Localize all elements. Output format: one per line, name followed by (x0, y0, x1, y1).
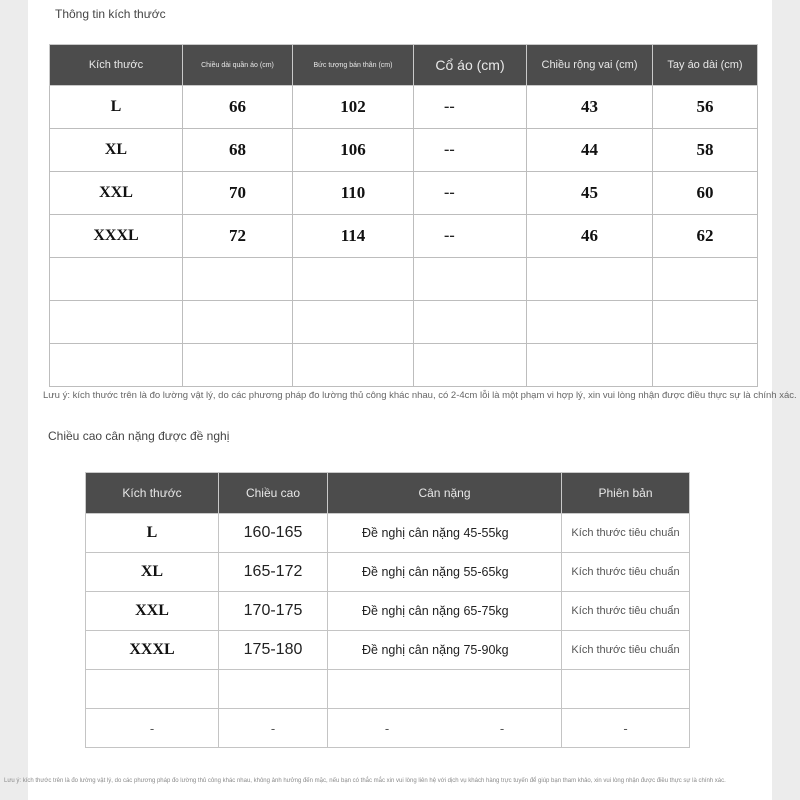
size-cell: XXXL (86, 631, 219, 670)
empty-cell (293, 258, 414, 301)
bust-cell: 114 (293, 215, 414, 258)
table-row (86, 514, 690, 553)
collar-cell: -- (414, 86, 527, 129)
empty-cell (293, 301, 414, 344)
size-info-title: Thông tin kích thước (55, 7, 166, 21)
length-cell: 68 (183, 129, 293, 172)
header-sleeve: Tay áo dài (cm) (653, 45, 758, 86)
recommend-table (85, 472, 690, 748)
size-cell: XXL (50, 172, 183, 215)
table-row (50, 215, 758, 258)
version-cell: Kích thước tiêu chuẩn (562, 514, 690, 553)
footer-note: Lưu ý: kích thước trên là đo lường vật lý, do các phương pháp đo lường thủ công khác nhau, không ảnh hưởng đến mặc, nếu bạn có thắc mắc xin vui lòng liên hệ với dịch vụ khách hàng trực tuyến để giúp bạn tham khảo, xin vui lòng nhận được điều thực sự là chính xác. (4, 778, 726, 784)
weight-cell: Đề nghị cân nặng 75-90kg (328, 631, 562, 670)
empty-cell (328, 670, 562, 709)
shoulder-cell: 44 (527, 129, 653, 172)
header-version: Phiên bản (562, 473, 690, 514)
empty-cell (86, 670, 219, 709)
size-cell: XL (86, 553, 219, 592)
empty-cell (562, 670, 690, 709)
empty-cell (414, 301, 527, 344)
table-row (50, 129, 758, 172)
collar-cell: -- (414, 215, 527, 258)
empty-cell (50, 344, 183, 387)
header-weight: Cân nặng (328, 473, 562, 514)
header-shoulder: Chiều rộng vai (cm) (527, 45, 653, 86)
empty-cell (183, 301, 293, 344)
version-cell: Kích thước tiêu chuẩn (562, 553, 690, 592)
dash-cell: - (219, 709, 328, 748)
dash-cell: - (499, 720, 505, 736)
empty-cell (50, 258, 183, 301)
header-size: Kích thước (50, 45, 183, 86)
empty-cell (527, 344, 653, 387)
empty-cell (293, 344, 414, 387)
measurement-note: Lưu ý: kích thước trên là đo lường vật lý, do các phương pháp đo lường thủ công khác nhau, có 2-4cm lỗi là một phạm vi hợp lý, xin vui lòng nhận được điều thực sự là chính xác. (43, 390, 797, 401)
empty-cell (183, 258, 293, 301)
bust-cell: 106 (293, 129, 414, 172)
height-cell: 175-180 (219, 631, 328, 670)
sleeve-cell: 56 (653, 86, 758, 129)
dash-cell: - (384, 720, 390, 736)
empty-cell (183, 344, 293, 387)
length-cell: 70 (183, 172, 293, 215)
bust-cell: 110 (293, 172, 414, 215)
empty-cell (527, 258, 653, 301)
header-collar: Cổ áo (cm) (414, 45, 527, 86)
empty-row (50, 344, 758, 387)
version-cell: Kích thước tiêu chuẩn (562, 592, 690, 631)
size-cell: L (50, 86, 183, 129)
table-row (86, 631, 690, 670)
size-table (49, 44, 758, 387)
table-row (86, 553, 690, 592)
collar-cell: -- (414, 172, 527, 215)
dash-cell: - (86, 709, 219, 748)
shoulder-cell: 45 (527, 172, 653, 215)
empty-cell (653, 258, 758, 301)
length-cell: 72 (183, 215, 293, 258)
empty-cell (653, 344, 758, 387)
sleeve-cell: 62 (653, 215, 758, 258)
empty-cell (653, 301, 758, 344)
bust-cell: 102 (293, 86, 414, 129)
table-row (86, 592, 690, 631)
table-row (50, 172, 758, 215)
dash-cell: - (562, 709, 690, 748)
height-cell: 165-172 (219, 553, 328, 592)
size-table-header (50, 45, 758, 86)
dash-cell-pair (328, 709, 562, 748)
height-cell: 160-165 (219, 514, 328, 553)
header-length: Chiều dài quần áo (cm) (183, 45, 293, 86)
recommend-title: Chiều cao cân nặng được đề nghị (48, 429, 230, 443)
size-cell: L (86, 514, 219, 553)
empty-cell (527, 301, 653, 344)
empty-row (50, 258, 758, 301)
size-cell: XL (50, 129, 183, 172)
header-bust: Bức tượng bán thân (cm) (293, 45, 414, 86)
height-cell: 170-175 (219, 592, 328, 631)
header-height: Chiều cao (219, 473, 328, 514)
table-row (50, 86, 758, 129)
collar-cell: -- (414, 129, 527, 172)
empty-cell (219, 670, 328, 709)
size-cell: XXL (86, 592, 219, 631)
sleeve-cell: 60 (653, 172, 758, 215)
weight-cell: Đề nghị cân nặng 55-65kg (328, 553, 562, 592)
shoulder-cell: 43 (527, 86, 653, 129)
weight-cell: Đề nghị cân nặng 45-55kg (328, 514, 562, 553)
weight-cell: Đề nghị cân nặng 65-75kg (328, 592, 562, 631)
empty-row (86, 670, 690, 709)
empty-row (50, 301, 758, 344)
recommend-table-header (86, 473, 690, 514)
header-size: Kích thước (86, 473, 219, 514)
version-cell: Kích thước tiêu chuẩn (562, 631, 690, 670)
size-cell: XXXL (50, 215, 183, 258)
length-cell: 66 (183, 86, 293, 129)
sleeve-cell: 58 (653, 129, 758, 172)
shoulder-cell: 46 (527, 215, 653, 258)
dash-row (86, 709, 690, 748)
empty-cell (414, 344, 527, 387)
empty-cell (50, 301, 183, 344)
empty-cell (414, 258, 527, 301)
